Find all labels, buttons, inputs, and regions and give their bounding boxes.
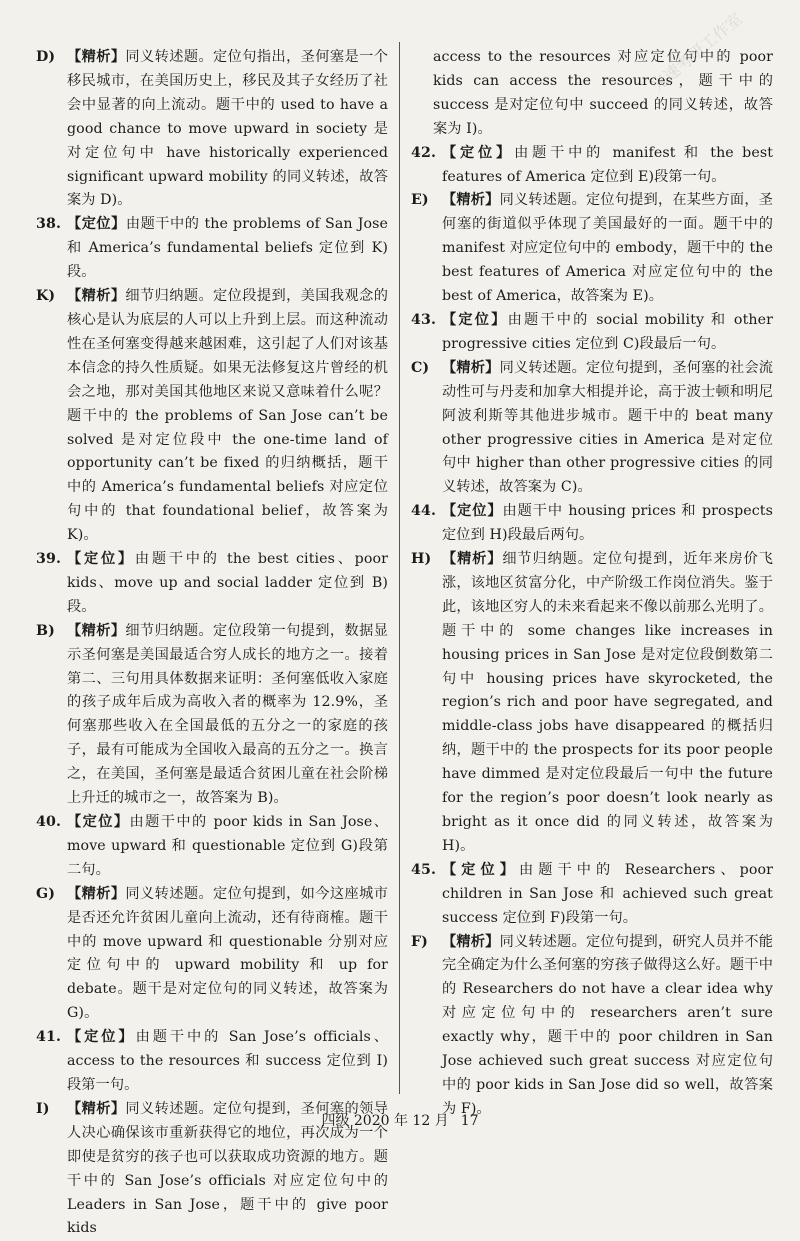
entry-text: 由题干中的 poor kids in San Jose、move upward 和 questionable 定位到 G)段第二句。 [67, 814, 388, 878]
entry-tag: 【定位】 [442, 144, 515, 161]
question-39-locate [36, 548, 388, 620]
entry-tag: 【精析】 [442, 933, 500, 950]
entry-text: 同义转述题。定位句提到，研究人员并不能完全确定为什么圣何塞的穷孩子做得这么好。题干中的 Researchers do not have a clear idea why 对应定位句中的 researchers aren’t sure exactly why，题干中的 poor children in San Jose achieved such great success 对应定位句中的 poor kids in San Jose did so well，故答案为 F)。 [442, 933, 774, 1117]
entry-tag: 【定位】 [442, 503, 503, 520]
entry-label: 43. [411, 311, 436, 328]
question-44-locate [411, 500, 773, 548]
entry-tag: 【精析】 [442, 359, 500, 376]
answer-entry-G [36, 883, 388, 1026]
entry-text: 由题干中的 the best cities、poor kids、move up and social ladder 定位到 B)段。 [67, 551, 389, 615]
footer-exam-label: 四级 2020 年 12 月 [321, 1113, 449, 1129]
entry-tag: 【定位】 [67, 814, 130, 830]
entry-tag: 【定位】 [67, 1029, 136, 1046]
entry-label: 40. [36, 814, 61, 830]
right-column [411, 46, 773, 1122]
entry-label: G) [36, 885, 56, 902]
left-column [36, 46, 388, 1241]
question-43-locate [411, 309, 773, 357]
entry-tag: 【定位】 [67, 216, 126, 233]
entry-tag: 【精析】 [67, 622, 126, 639]
question-42-locate [411, 142, 773, 190]
answer-entry-B [36, 620, 388, 811]
watermark-text: 光速考研工作室 [647, 8, 746, 96]
entry-text: 同义转述题。定位句提到，圣何塞的社会流动性可与丹麦和加拿大相提并论，高于波士顿和明尼阿波利斯等其他进步城市。题干中的 beat many other progressive cities in America 是对定位句中 higher than other progressive cities 的同义转述，故答案为 C)。 [442, 359, 774, 496]
question-40-locate [36, 811, 388, 883]
entry-label: I) [36, 1100, 50, 1117]
entry-text: 同义转述题。定位句提到，在某些方面，圣何塞的街道似乎体现了美国最好的一面。题干中的 manifest 对应定位句中的 embody，题干中的 the best features of America 对应定位句中的 the best of America，故答案为 E)。 [442, 192, 774, 305]
entry-label: K) [36, 288, 56, 305]
answer-entry-C [411, 357, 773, 500]
entry-tag: 【精析】 [67, 1100, 126, 1117]
entry-tag: 【定位】 [442, 861, 519, 878]
answer-entry-K [36, 285, 388, 548]
entry-label: H) [411, 551, 432, 568]
entry-text: 由题干中的 the problems of San Jose 和 America’s fundamental beliefs 定位到 K)段。 [67, 216, 389, 281]
entry-text: 由题干中的 social mobility 和 other progressive cities 定位到 C)段最后一句。 [442, 311, 773, 352]
entry-label: 41. [36, 1029, 61, 1046]
entry-label: 42. [411, 144, 436, 161]
entry-tag: 【精析】 [67, 885, 126, 902]
entry-text: 细节归纳题。定位段提到，美国我观念的核心是认为底层的人可以上升到上层。而这种流动性在圣何塞变得越来越困难，这引起了人们对该基本信念的持久性质疑。如果无法修复这片曾经的机会之地，那对美国其他地区来说又意味着什么呢？题干中的 the problems of San Jose can’t be solved 是对定位段中 the one-time land of opportunity can’t be fixed 的归纳概括，题干中的 America’s fundamental beliefs 对应定位句中的 that foundational belief，故答案为 K)。 [67, 288, 388, 544]
page-footer [0, 1110, 800, 1130]
entry-label: 38. [36, 216, 61, 233]
entry-tag: 【精析】 [442, 192, 500, 209]
entry-label: 44. [411, 503, 436, 520]
entry-text: 由题干中 housing prices 和 prospects 定位到 H)段最后两句。 [442, 503, 773, 544]
answer-entry-E [411, 189, 773, 309]
question-45-locate [411, 859, 773, 931]
page-number: 17 [460, 1113, 479, 1129]
answer-entry-F [411, 931, 773, 1122]
entry-tag: 【精析】 [442, 551, 503, 568]
entry-label: F) [411, 933, 428, 950]
entry-tag: 【精析】 [67, 288, 126, 305]
entry-tag: 【精析】 [67, 49, 126, 65]
column-divider [399, 42, 400, 1094]
entry-text: 同义转述题。定位句提到，圣何塞的领导人决心确保该市重新获得它的地位，再次成为一个即使是贫穷的孩子也可以获取成功资源的地方。题干中的 San Jose’s officials 对应定位句中的 Leaders in San Jose，题干中的 give poor kids [67, 1100, 388, 1237]
answer-entry-H [411, 548, 773, 859]
entry-tag: 【定位】 [442, 311, 508, 328]
entry-label: C) [411, 359, 430, 376]
entry-text: 由题干中的 manifest 和 the best features of America 定位到 E)段第一句。 [442, 144, 774, 185]
entry-text: 由题干中的 San Jose’s officials、access to the resources 和 success 定位到 I)段第一句。 [67, 1029, 388, 1093]
entry-label: 39. [36, 551, 61, 568]
answer-entry-I-continued [411, 46, 773, 142]
entry-label: E) [411, 192, 429, 209]
entry-text: 细节归纳题。定位段第一句提到，数据显示圣何塞是美国最适合穷人成长的地方之一。接着第二、三句用具体数据来证明：圣何塞低收入家庭的孩子成年后成为高收入者的概率为 12.9%，圣何塞那些收入在全国最低的五分之一的家庭的孩子，最有可能成为全国收入最高的五分之一。换言之，在美国，圣何塞是最适合贫困儿童在社会阶梯上升迁的城市之一，故答案为 B)。 [67, 622, 388, 807]
entry-text: access to the resources 对应定位句中的 poor kids can access the resources，题干中的 success 是对定位句中 succeed 的同义转述，故答案为 I)。 [433, 49, 773, 137]
entry-label: 45. [411, 861, 436, 878]
question-41-locate [36, 1026, 388, 1098]
entry-label: B) [36, 622, 55, 639]
entry-text: 细节归纳题。定位句提到，近年来房价飞涨，该地区贫富分化，中产阶级工作岗位消失。鉴于此，该地区穷人的未来看起来不像以前那么光明了。题干中的 some changes like increases in housing prices in San Jose 是对定位段倒数第二句中 housing prices have skyrocketed, the region’s rich and poor have segregated, and middle-class jobs have disappeared 的概括归纳，题干中的 the prospects for its poor people have dimmed 是对定位段最后一句中 the future for the region’s poor doesn’t look nearly as bright as it once did 的同义转述，故答案为 H)。 [442, 551, 773, 854]
entry-tag: 【定位】 [67, 551, 135, 568]
question-38-locate [36, 213, 388, 285]
entry-text: 同义转述题。定位句提到，如今这座城市是否还允许贫困儿童向上流动，还有待商榷。题干中的 move upward 和 questionable 分别对应定位句中的 upward mobility 和 up for debate。题干是对定位句的同义转述，故答案为 G)。 [67, 885, 388, 1022]
entry-text: 由题干中的 Researchers、poor children in San Jose 和 achieved such great success 定位到 F)段第一句。 [442, 861, 773, 926]
entry-text: 同义转述题。定位句指出，圣何塞是一个移民城市，在美国历史上，移民及其子女经历了社会中显著的向上流动。题干中的 used to have a good chance to move upward in society 是对定位句中 have historically experienced significant upward mobility 的同义转述，故答案为 D)。 [67, 49, 388, 209]
answer-entry-D [36, 46, 388, 213]
entry-label: D) [36, 49, 56, 65]
